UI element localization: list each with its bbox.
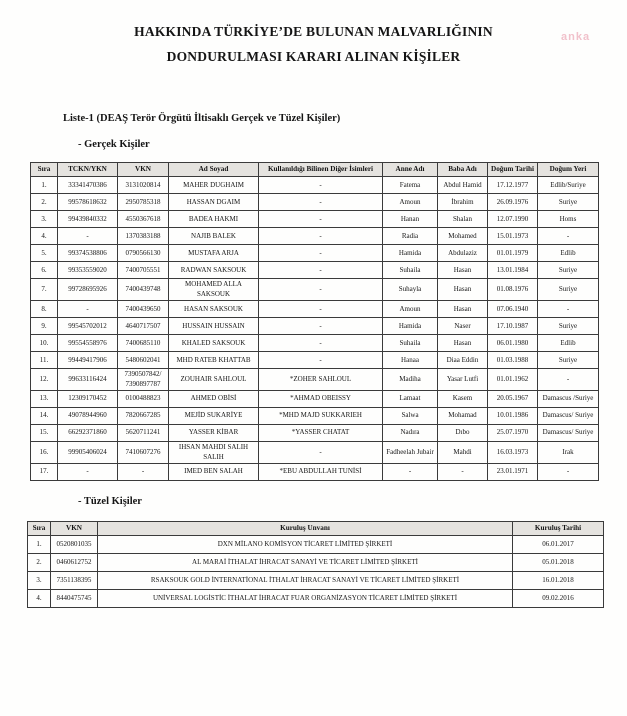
column-header: Doğum Tarihi: [488, 163, 538, 177]
table-cell: Suhayla: [383, 279, 438, 301]
table-cell: 7820667285: [118, 408, 169, 425]
table-cell: 0100488823: [118, 391, 169, 408]
table-cell: 01.03.1988: [488, 352, 538, 369]
table-cell: -: [259, 352, 383, 369]
table-cell: Naser: [438, 318, 488, 335]
table-cell: Damascus/ Suriye: [538, 425, 599, 442]
table-cell: KHALED SAKSOUK: [169, 335, 259, 352]
table-cell: 17.: [31, 463, 58, 480]
table-cell: UNİVERSAL LOGİSTİC İTHALAT İHRACAT FUAR ORGANİZASYON TİCARET LİMİTED ŞİRKETİ: [98, 590, 513, 608]
table-cell: RADWAN SAKSOUK: [169, 262, 259, 279]
table-row: [31, 194, 599, 211]
table-cell: 2.: [28, 554, 51, 572]
table-cell: Hamida: [383, 318, 438, 335]
table-cell: Damascus /Suriye: [538, 391, 599, 408]
list-title: Liste-1 (DEAŞ Terör Örgütü İltisaklı Gerçek ve Tüzel Kişiler): [63, 113, 341, 124]
table-cell: 99353559020: [58, 262, 118, 279]
table-row: [31, 408, 599, 425]
column-header: Kullanıldığı Bilinen Diğer İsimleri: [259, 163, 383, 177]
table-cell: -: [58, 228, 118, 245]
header-row: [28, 521, 604, 535]
table-cell: -: [259, 228, 383, 245]
table-cell: Nadıra: [383, 425, 438, 442]
table-cell: 0790566130: [118, 245, 169, 262]
table-cell: Amoun: [383, 194, 438, 211]
table-cell: YASSER KİBAR: [169, 425, 259, 442]
table-cell: 1.: [31, 177, 58, 194]
table-cell: -: [118, 463, 169, 480]
table-cell: *YASSER CHATAT: [259, 425, 383, 442]
table-cell: 17.10.1987: [488, 318, 538, 335]
table-cell: 99728695926: [58, 279, 118, 301]
table-cell: 5.: [31, 245, 58, 262]
table-cell: 1.: [28, 536, 51, 554]
table-cell: Edlib: [538, 245, 599, 262]
table-cell: 16.03.1973: [488, 442, 538, 464]
table-cell: 33341470386: [58, 177, 118, 194]
column-header: TCKN/YKN: [58, 163, 118, 177]
table-row: [31, 228, 599, 245]
table-cell: 7.: [31, 279, 58, 301]
table-cell: Edlib/Suriye: [538, 177, 599, 194]
table-row: [31, 211, 599, 228]
table-cell: -: [58, 301, 118, 318]
table-cell: Mohamad: [438, 408, 488, 425]
table-cell: *EBU ABDULLAH TUNİSİ: [259, 463, 383, 480]
table-cell: 5480602041: [118, 352, 169, 369]
table-cell: 1370383188: [118, 228, 169, 245]
table-cell: 99439840332: [58, 211, 118, 228]
column-header: VKN: [118, 163, 169, 177]
document-title: [0, 0, 627, 69]
table-cell: Salwa: [383, 408, 438, 425]
table-cell: Edlib: [538, 335, 599, 352]
table-row: [31, 425, 599, 442]
table-cell: 20.05.1967: [488, 391, 538, 408]
table-cell: 4550367618: [118, 211, 169, 228]
table-cell: -: [259, 279, 383, 301]
column-header: Kuruluş Tarihi: [513, 521, 604, 535]
column-header: VKN: [51, 521, 98, 535]
table-cell: Lamaat: [383, 391, 438, 408]
table-cell: 05.01.2018: [513, 554, 604, 572]
table-cell: 7400439748: [118, 279, 169, 301]
table-cell: Madiha: [383, 369, 438, 391]
table-cell: 99374538806: [58, 245, 118, 262]
column-header: Kuruluş Unvanı: [98, 521, 513, 535]
table-cell: *AHMAD OBEISSY: [259, 391, 383, 408]
table-cell: -: [259, 177, 383, 194]
table-row: [28, 536, 604, 554]
table-cell: 99578618632: [58, 194, 118, 211]
table-cell: 3.: [28, 572, 51, 590]
column-header: Baba Adı: [438, 163, 488, 177]
document-title-line2: DONDURULMASI KARARI ALINAN KİŞİLER: [166, 49, 461, 64]
table-row: [28, 572, 604, 590]
table-cell: AHMED OBİSİ: [169, 391, 259, 408]
table-cell: DXN MİLANO KOMİSYON TİCARET LİMİTED ŞİRKETİ: [98, 536, 513, 554]
table-row: [31, 279, 599, 301]
table-cell: MUSTAFA ARJA: [169, 245, 259, 262]
column-header: Sıra: [31, 163, 58, 177]
section-heading-tuzel-kisiler: - Tüzel Kişiler: [78, 495, 142, 507]
table-cell: 23.01.1971: [488, 463, 538, 480]
table-cell: Hasan: [438, 262, 488, 279]
table-cell: HASSAN DGAIM: [169, 194, 259, 211]
table-cell: IHSAN MAHDI SALIH SALIH: [169, 442, 259, 464]
table-cell: 13.: [31, 391, 58, 408]
table-cell: MEJİD SUKARİYE: [169, 408, 259, 425]
table-row: [31, 262, 599, 279]
table-row: [31, 177, 599, 194]
table-row: [31, 463, 599, 480]
table-cell: 12.07.1990: [488, 211, 538, 228]
table-cell: 7351138395: [51, 572, 98, 590]
table-cell: 7400685110: [118, 335, 169, 352]
table-cell: 15.: [31, 425, 58, 442]
table-cell: -: [259, 442, 383, 464]
tuzel-kisiler-table: [27, 521, 604, 608]
table-cell: 7390507842/ 7390897787: [118, 369, 169, 391]
table-cell: Homs: [538, 211, 599, 228]
table-row: [31, 245, 599, 262]
table-cell: 3.: [31, 211, 58, 228]
table-cell: *MHD MAJD SUKKARIEH: [259, 408, 383, 425]
table-cell: 5620711241: [118, 425, 169, 442]
table-cell: Mahdi: [438, 442, 488, 464]
table-row: [31, 335, 599, 352]
table-cell: 25.07.1970: [488, 425, 538, 442]
table-cell: 3131020814: [118, 177, 169, 194]
table-row: [31, 301, 599, 318]
section-heading-gercek-kisiler: - Gerçek Kişiler: [78, 139, 150, 150]
table-cell: Hamida: [383, 245, 438, 262]
table-cell: 12.: [31, 369, 58, 391]
table-row: [31, 391, 599, 408]
table-cell: 99545702012: [58, 318, 118, 335]
table-cell: 09.02.2016: [513, 590, 604, 608]
table-cell: 11.: [31, 352, 58, 369]
table-cell: 99905406024: [58, 442, 118, 464]
table-cell: 6.: [31, 262, 58, 279]
table-row: [31, 442, 599, 464]
table-cell: 49078944960: [58, 408, 118, 425]
table-cell: Hanan: [383, 211, 438, 228]
table-cell: MOHAMED ALLA SAKSOUK: [169, 279, 259, 301]
table-cell: 4.: [28, 590, 51, 608]
table-cell: 0520801035: [51, 536, 98, 554]
table-cell: -: [438, 463, 488, 480]
table-cell: AL MARAİ İTHALAT İHRACAT SANAYİ VE TİCARET LİMİTED ŞİRKETİ: [98, 554, 513, 572]
table-cell: 13.01.1984: [488, 262, 538, 279]
table-cell: 16.: [31, 442, 58, 464]
column-header: Sıra: [28, 521, 51, 535]
table-cell: -: [538, 301, 599, 318]
table-cell: Fadheelah Jubair: [383, 442, 438, 464]
table-cell: -: [383, 463, 438, 480]
table-cell: Yasar Lutfi: [438, 369, 488, 391]
table-cell: Damascus/ Suriye: [538, 408, 599, 425]
gercek-kisiler-table: [30, 162, 599, 481]
header-row: [31, 163, 599, 177]
table-cell: 01.01.1962: [488, 369, 538, 391]
table-cell: 0460612752: [51, 554, 98, 572]
table-cell: HUSSAIN HUSSAIN: [169, 318, 259, 335]
table-cell: 07.06.1940: [488, 301, 538, 318]
table-cell: 4640717507: [118, 318, 169, 335]
table-cell: RSAKSOUK GOLD İNTERNATİONAL İTHALAT İHRACAT SANAYİ VE TİCARET LİMİTED ŞİRKETİ: [98, 572, 513, 590]
table-cell: Suhaila: [383, 335, 438, 352]
table-row: [31, 369, 599, 391]
table-cell: 01.01.1979: [488, 245, 538, 262]
table-cell: -: [259, 194, 383, 211]
table-cell: -: [259, 245, 383, 262]
table-row: [28, 554, 604, 572]
table-cell: 8440475745: [51, 590, 98, 608]
table-cell: Hasan: [438, 301, 488, 318]
table-cell: 14.: [31, 408, 58, 425]
table-cell: İbrahim: [438, 194, 488, 211]
table-cell: 10.: [31, 335, 58, 352]
table-cell: Amoun: [383, 301, 438, 318]
table-cell: *ZOHER SAHLOUL: [259, 369, 383, 391]
table-cell: Suriye: [538, 352, 599, 369]
table-cell: BADEA HAKMI: [169, 211, 259, 228]
table-cell: Suriye: [538, 279, 599, 301]
table-cell: Hasan: [438, 335, 488, 352]
table-cell: -: [259, 318, 383, 335]
table-row: [28, 590, 604, 608]
table-cell: Suriye: [538, 262, 599, 279]
table-cell: MAHER DUGHAIM: [169, 177, 259, 194]
table-cell: 7400705551: [118, 262, 169, 279]
table-cell: MHD RATEB KHATTAB: [169, 352, 259, 369]
table-cell: Suriye: [538, 318, 599, 335]
table-cell: -: [538, 228, 599, 245]
table-cell: 7410607276: [118, 442, 169, 464]
table-row: [31, 318, 599, 335]
column-header: Ad Soyad: [169, 163, 259, 177]
table-cell: -: [259, 335, 383, 352]
table-cell: 01.08.1976: [488, 279, 538, 301]
table-cell: 26.09.1976: [488, 194, 538, 211]
table-cell: Dıbo: [438, 425, 488, 442]
table-cell: 8.: [31, 301, 58, 318]
table-cell: ZOUHAIR SAHLOUL: [169, 369, 259, 391]
table-cell: Abdulaziz: [438, 245, 488, 262]
table-cell: Suriye: [538, 194, 599, 211]
column-header: Doğum Yeri: [538, 163, 599, 177]
table-cell: Mohamed: [438, 228, 488, 245]
table-cell: -: [538, 369, 599, 391]
table-cell: 15.01.1973: [488, 228, 538, 245]
table-cell: IMED BEN SALAH: [169, 463, 259, 480]
table-cell: Hasan: [438, 279, 488, 301]
table-cell: Kasem: [438, 391, 488, 408]
anka-watermark: anka: [561, 31, 591, 43]
document-title-line1: HAKKINDA TÜRKİYE’DE BULUNAN MALVARLIĞININ: [134, 24, 493, 39]
table-cell: -: [259, 301, 383, 318]
table-cell: 06.01.1980: [488, 335, 538, 352]
table-row: [31, 352, 599, 369]
table-cell: Radia: [383, 228, 438, 245]
table-cell: Abdul Hamid: [438, 177, 488, 194]
table-cell: Hanaa: [383, 352, 438, 369]
table-cell: Fatema: [383, 177, 438, 194]
table-cell: HASAN SAKSOUK: [169, 301, 259, 318]
table-cell: 99554558976: [58, 335, 118, 352]
table-cell: 66292371860: [58, 425, 118, 442]
column-header: Anne Adı: [383, 163, 438, 177]
table-cell: 99449417906: [58, 352, 118, 369]
table-cell: Irak: [538, 442, 599, 464]
table-cell: NAJIB BALEK: [169, 228, 259, 245]
table-cell: 12309170452: [58, 391, 118, 408]
table-cell: -: [538, 463, 599, 480]
table-cell: 2950785318: [118, 194, 169, 211]
table-cell: Suhaila: [383, 262, 438, 279]
table-cell: 06.01.2017: [513, 536, 604, 554]
table-cell: -: [259, 262, 383, 279]
table-cell: 17.12.1977: [488, 177, 538, 194]
table-cell: Shalan: [438, 211, 488, 228]
table-cell: 9.: [31, 318, 58, 335]
table-cell: 4.: [31, 228, 58, 245]
table-cell: 10.01.1986: [488, 408, 538, 425]
table-cell: 7400439650: [118, 301, 169, 318]
table-cell: Diaa Eddin: [438, 352, 488, 369]
table-cell: -: [58, 463, 118, 480]
table-cell: 99633116424: [58, 369, 118, 391]
table-cell: 16.01.2018: [513, 572, 604, 590]
table-cell: -: [259, 211, 383, 228]
table-cell: 2.: [31, 194, 58, 211]
